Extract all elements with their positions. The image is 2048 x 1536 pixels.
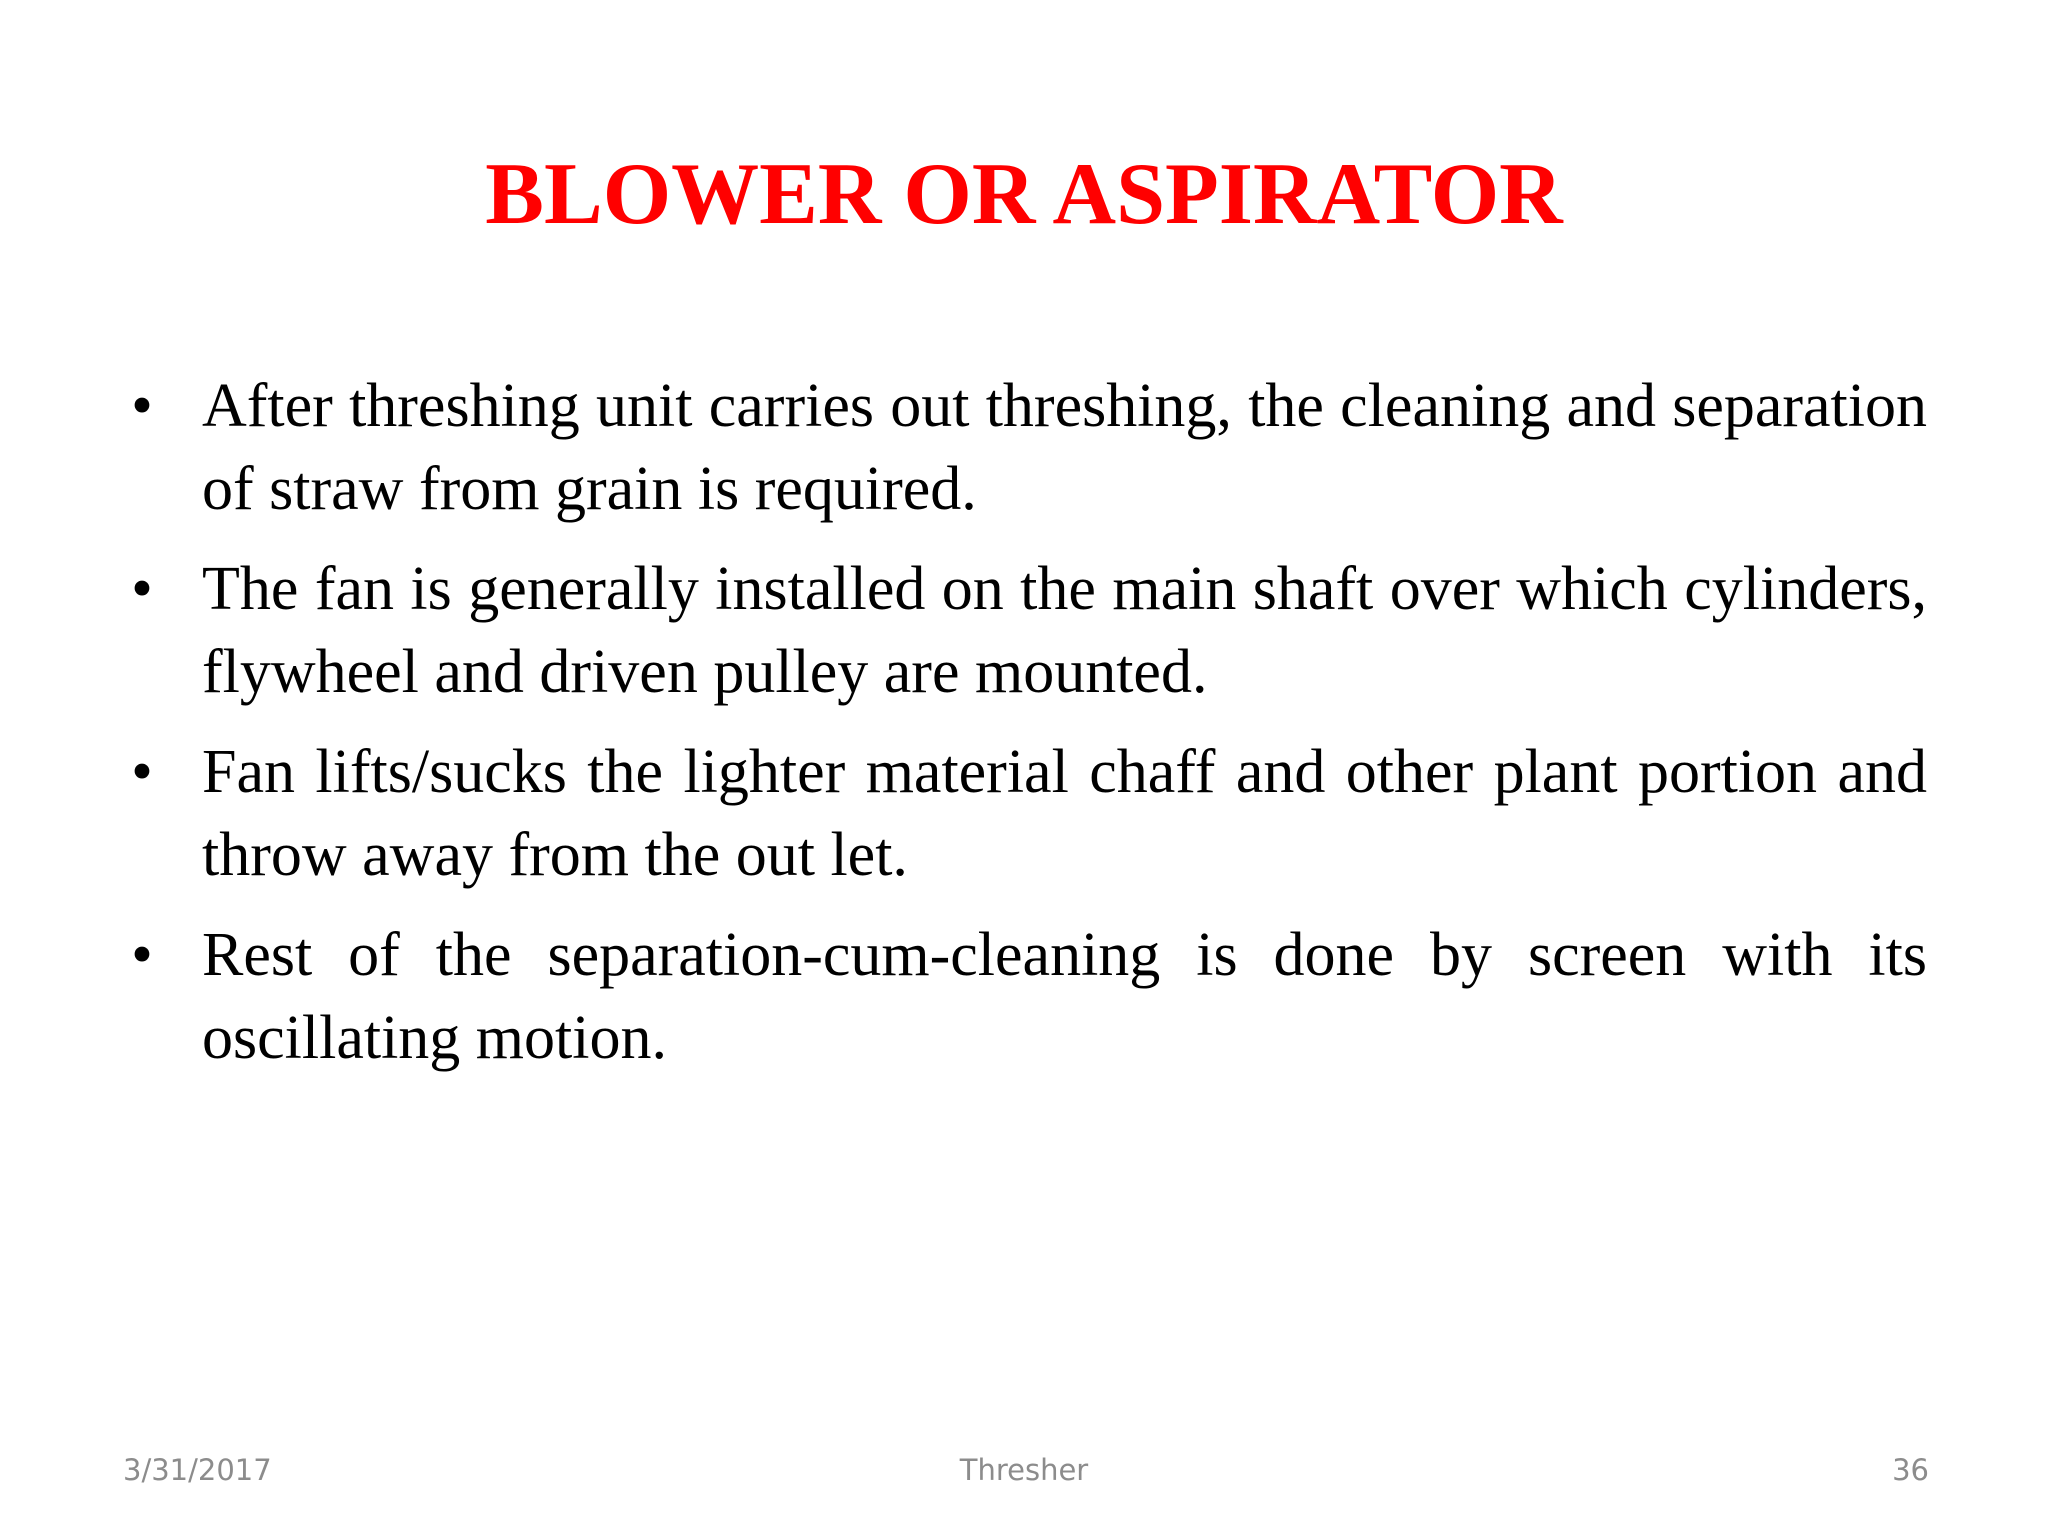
list-item [117,365,1927,531]
bullet-text: Fan lifts/sucks the lighter material chaff and other plant portion and throw away from the out let. [202,738,1927,889]
list-item [117,914,1927,1080]
page-number: 36 [1892,1453,1929,1487]
bullet-icon: • [131,738,153,806]
bullet-icon: • [131,921,153,989]
footer-title: Thresher [959,1453,1089,1487]
list-item [117,548,1927,714]
list-item [117,731,1927,897]
bullet-icon: • [131,555,153,623]
footer-date: 3/31/2017 [123,1453,272,1487]
bullet-text: Rest of the separation-cum-cleaning is done by screen with its oscillating motion. [202,921,1927,1072]
bullet-icon: • [131,372,153,440]
bullet-text: The fan is generally installed on the main shaft over which cylinders, flywheel and driven pulley are mounted. [202,555,1927,706]
slide-title: BLOWER OR ASPIRATOR [485,146,1563,243]
bullet-text: After threshing unit carries out threshing, the cleaning and separation of straw from grain is required. [202,372,1927,523]
bullet-list [117,365,1927,1097]
